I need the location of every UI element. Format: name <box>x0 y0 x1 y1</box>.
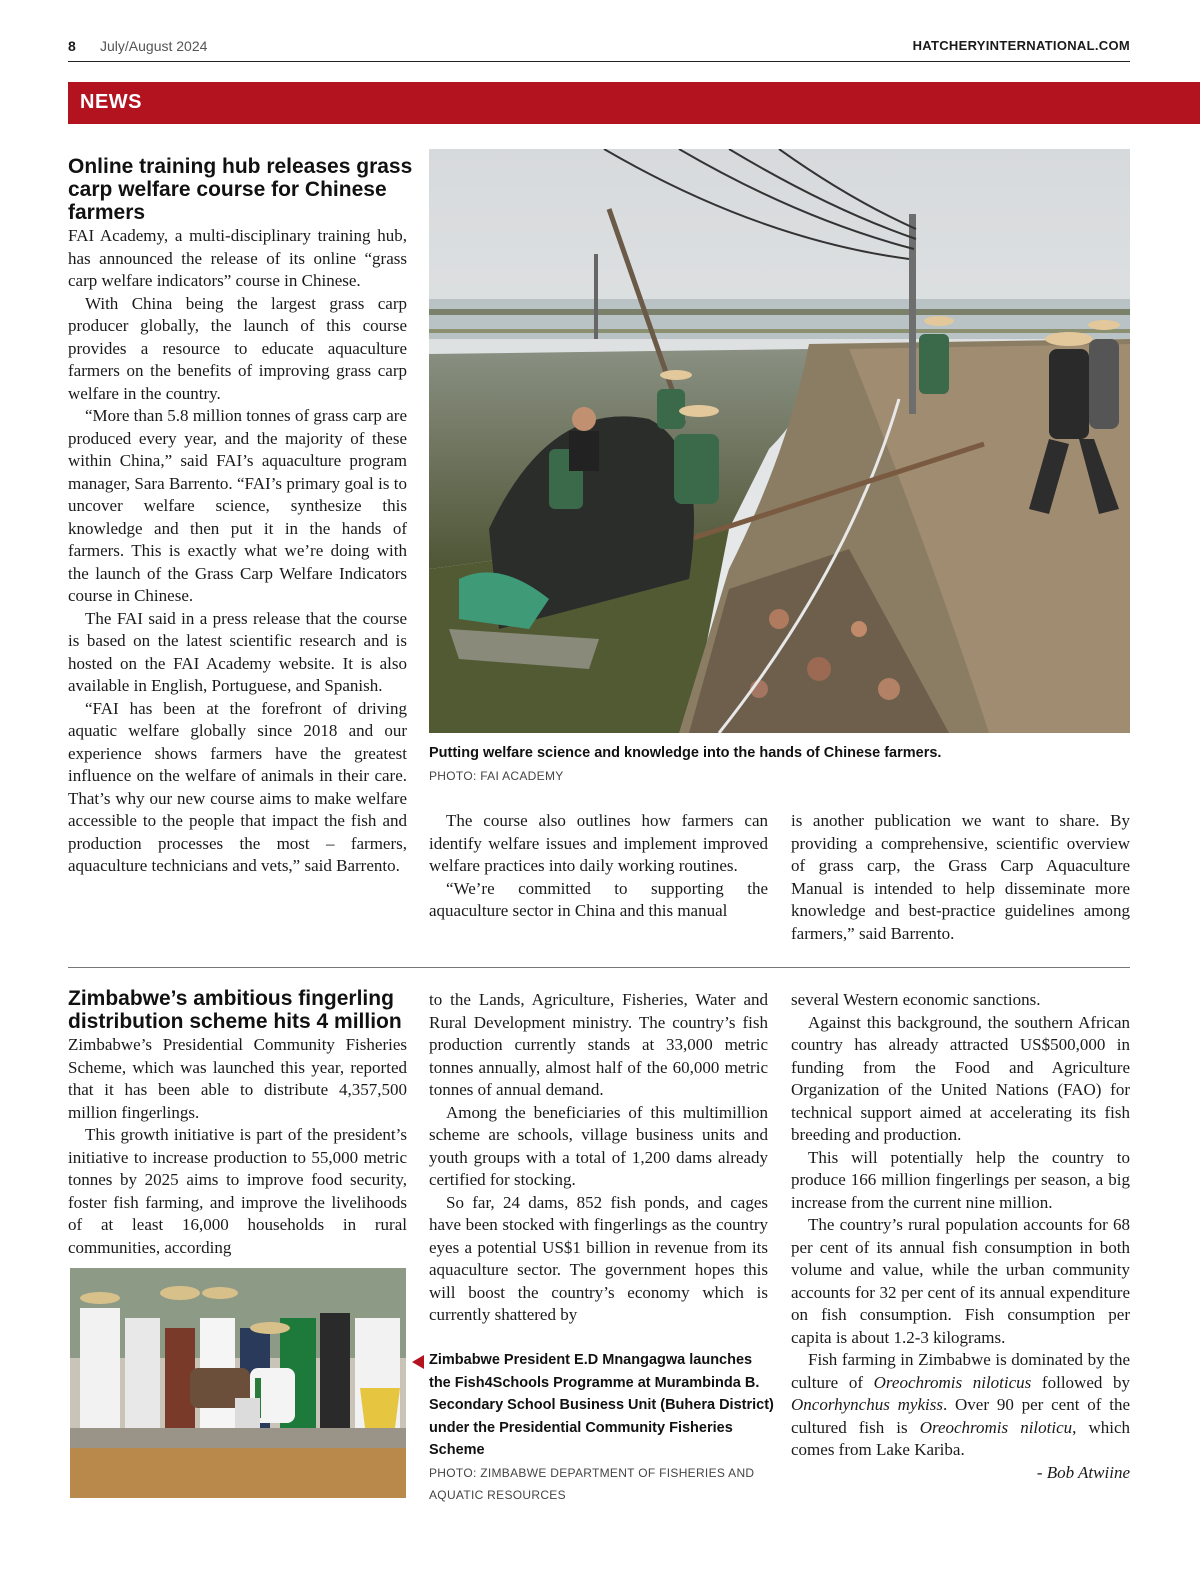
ceremony-illustration <box>70 1268 406 1498</box>
section-label: NEWS <box>80 91 142 113</box>
article1-paragraph: FAI Academy, a multi-disciplinary training hub, has announced the release of its online “grass carp welfare indicators” course in Chinese. <box>68 226 407 290</box>
text-run: followed by <box>1031 1372 1131 1392</box>
article2-column-3 <box>791 989 1130 1484</box>
article2-paragraph: This growth initiative is part of the president’s initiative to increase production to 55,000 metric tonnes by 2025 aims to improve food security, foster fish farming, and improve the livelihoods of at least 16,000 households in rural communities, according <box>68 1125 407 1257</box>
article1-headline: Online training hub releases grass carp welfare course for Chinese farmers <box>68 155 413 224</box>
section-banner <box>68 82 1200 124</box>
article2-paragraph: Among the beneficiaries of this multimillion scheme are schools, village business units and youth groups with a total of 1,200 dams already certified for stocking. <box>429 1102 768 1189</box>
article1-photo-caption: Putting welfare science and knowledge into the hands of Chinese farmers. <box>429 745 942 761</box>
article-divider <box>68 967 1130 968</box>
article2-paragraph: Against this background, the southern African country has already attracted US$500,000 in funding from the Food and Agriculture Organization of the United Nations (FAO) for technical support aimed at accelerating its fish breeding and production. <box>791 1012 1130 1144</box>
article2-photo-caption: Zimbabwe President E.D Mnangagwa launches the Fish4Schools Programme at Murambinda B. Secondary School Business Unit (Buhera District) under the Presidential Community Fisheries Scheme <box>429 1352 774 1458</box>
article1-paragraph: “We’re committed to supporting the aquaculture sector in China and this manual <box>429 878 768 920</box>
issue-date: July/August 2024 <box>100 38 208 54</box>
text-run: , which comes from Lake Kariba. <box>791 1417 1130 1459</box>
article1-photo <box>429 149 1130 733</box>
article1-photo-credit: PHOTO: FAI ACADEMY <box>429 769 564 783</box>
article2-column-1 <box>68 1034 407 1259</box>
article1-paragraph: The FAI said in a press release that the course is based on the latest scientific research and is hosted on the FAI Academy website. It is also available in English, Portuguese, and Spanish. <box>68 608 407 695</box>
article2-photo-credit: PHOTO: ZIMBABWE DEPARTMENT OF FISHERIES AND AQUATIC RESOURCES <box>429 1466 755 1502</box>
article1-paragraph: The course also outlines how farmers can identify welfare issues and implement improved welfare practices into daily working routines. <box>429 811 768 875</box>
article2-paragraph: This will potentially help the country to produce 166 million fingerlings per season, a big increase from the current nine million. <box>791 1147 1130 1212</box>
article1-column-1 <box>68 225 407 878</box>
article1-paragraph: “FAI has been at the forefront of driving aquatic welfare globally since 2018 and our experience shows farmers have the greatest influence on the welfare of animals in their care. That’s why our new course aims to make welfare accessible to the people that impact the fish and production processes the most – farmers, aquaculture technicians and vets,” said Barrento. <box>68 698 407 875</box>
pond-workers-illustration <box>429 149 1130 733</box>
article2-headline: Zimbabwe’s ambitious fingerling distribution scheme hits 4 million <box>68 987 402 1033</box>
article2-paragraph: to the Lands, Agriculture, Fisheries, Water and Rural Development ministry. The country’s fish production currently stands at 33,000 metric tonnes annually, almost half of the 60,000 metric tonnes of annual demand. <box>429 990 768 1099</box>
article1-paragraph: With China being the largest grass carp producer globally, the launch of this course provides a resource to educate aquaculture farmers on the benefits of improving grass carp welfare in the country. <box>68 293 407 403</box>
article1-paragraph: is another publication we want to share. By providing a comprehensive, scientific overview of grass carp, the Grass Carp Aquaculture Manual is intended to help disseminate more knowledge and best-practice guidelines among farmers,” said Barrento. <box>791 811 1130 943</box>
header-rule <box>68 61 1130 62</box>
text-run: Fish farming in Zimbabwe is dominated by the culture of <box>791 1350 1130 1392</box>
page-number: 8 <box>68 38 76 54</box>
text-run: . Over 90 per cent of the cultured fish is <box>791 1395 1130 1437</box>
article2-paragraph: So far, 24 dams, 852 fish ponds, and cages have been stocked with fingerlings as the country eyes a potential US$1 billion in revenue from its aquaculture sector. The government hopes this will boost the country’s economy which is currently shattered by <box>429 1192 768 1324</box>
article2-byline: - Bob Atwiine <box>1036 1462 1130 1482</box>
article2-paragraph: Zimbabwe’s Presidential Community Fisheries Scheme, which was launched this year, reported that it has been able to distribute 4,357,500 million fingerlings. <box>68 1035 407 1122</box>
species-name: Oncorhynchus mykiss <box>791 1395 943 1414</box>
article2-paragraph: The country’s rural population accounts for 68 per cent of its annual fish consumption in both volume and value, while the urban community accounts for 32 per cent of its annual expenditure on fish consumption. Fish consumption per capita is about 1.2-3 kilograms. <box>791 1215 1130 1347</box>
caption-pointer-icon <box>412 1355 424 1369</box>
article1-column-3 <box>791 810 1130 945</box>
article2-column-2 <box>429 989 768 1327</box>
article1-paragraph: “More than 5.8 million tonnes of grass carp are produced every year, and the majority of these within China,” said FAI’s aquaculture program manager, Sara Barrento. “FAI’s primary goal is to uncover welfare science, synthesize this knowledge and then put it in the hands of farmers. This is exactly what we’re doing with the launch of the Grass Carp Welfare Indicators course in Chinese. <box>68 406 407 605</box>
species-name: Oreochromis niloticus <box>873 1372 1032 1392</box>
species-name: Oreochromis niloticu <box>919 1417 1073 1437</box>
article1-column-2 <box>429 810 768 923</box>
article2-photo <box>70 1268 406 1498</box>
website-link[interactable]: HATCHERYINTERNATIONAL.COM <box>912 38 1130 53</box>
article2-paragraph: several Western economic sanctions. <box>791 990 1041 1009</box>
article2-paragraph <box>791 1349 1130 1462</box>
